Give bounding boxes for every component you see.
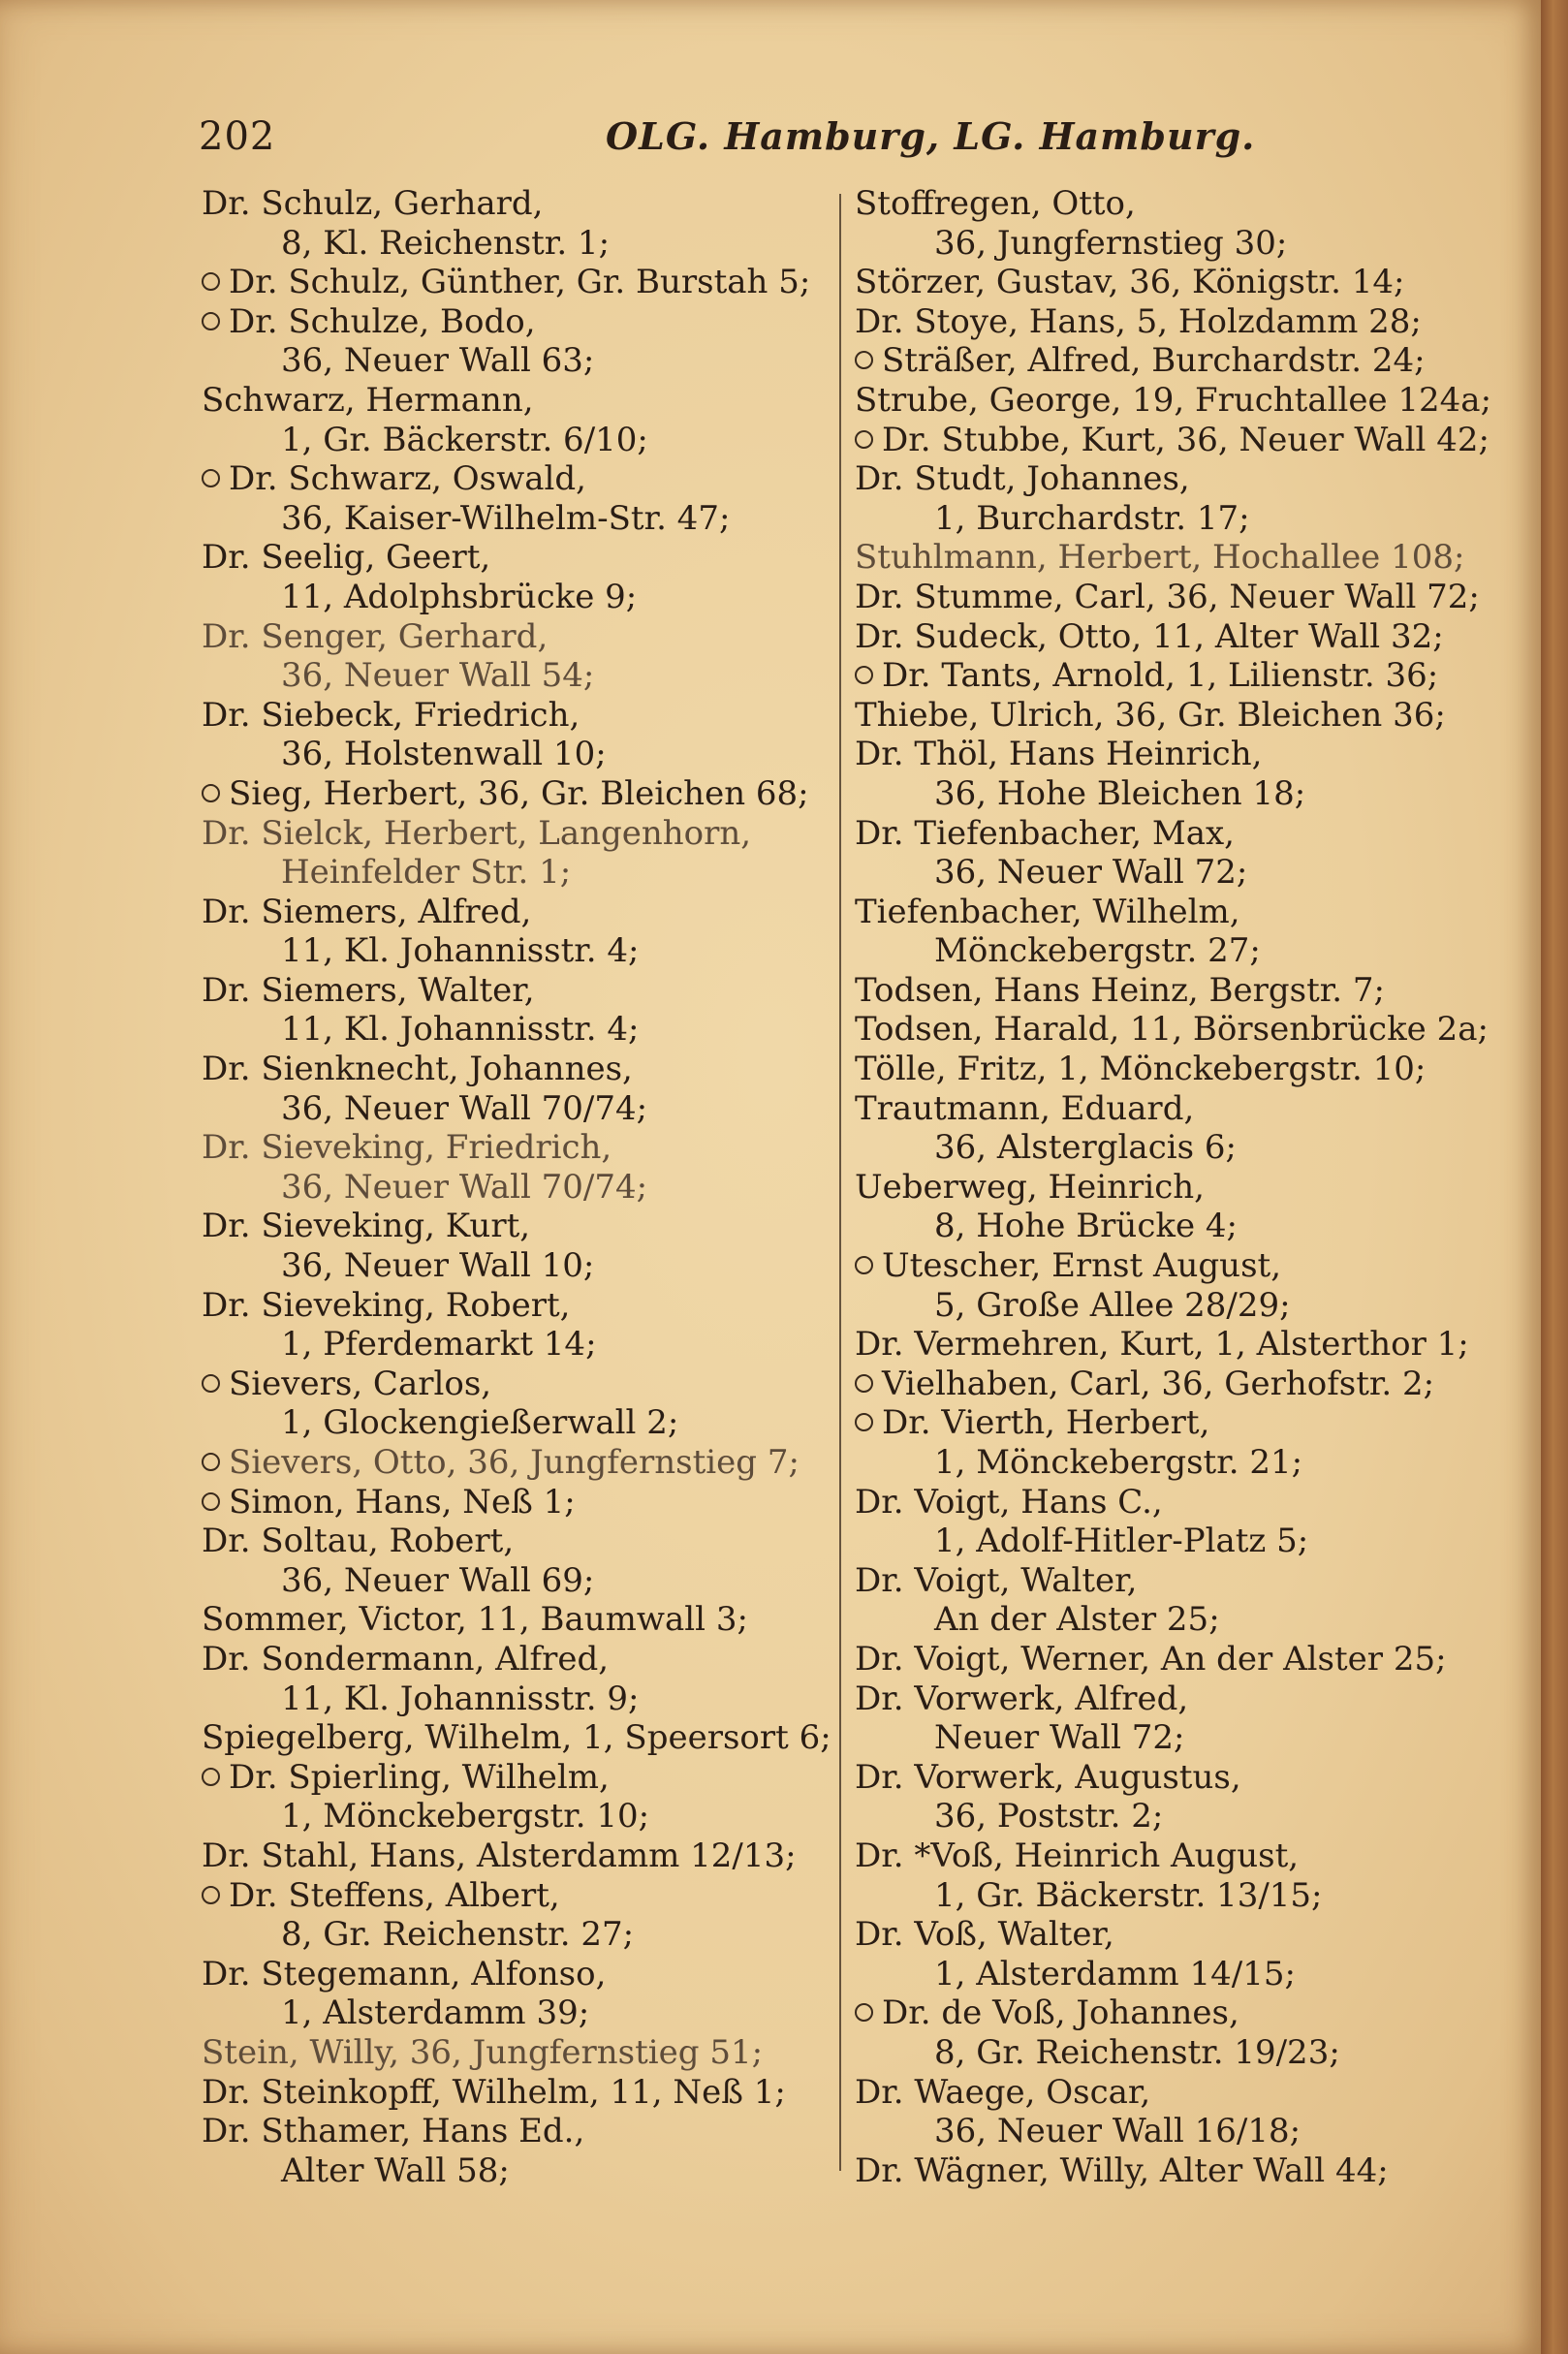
entry-text: 36, Neuer Wall 10;: [281, 1246, 595, 1286]
directory-entry: [202, 1286, 831, 1365]
entry-address-line: [855, 2033, 1485, 2073]
circle-marker-icon: [202, 1492, 220, 1511]
entry-text: Dr. Stumme, Carl, 36, Neuer Wall 72;: [855, 577, 1480, 616]
left-column: [202, 184, 831, 2190]
entry-name-line: [202, 971, 831, 1011]
entry-text: Dr. Stubbe, Kurt, 36, Neuer Wall 42;: [882, 420, 1490, 459]
directory-entry: [202, 696, 831, 774]
entry-text: Dr. Senger, Gerhard,: [202, 616, 549, 656]
entry-text: Utescher, Ernst August,: [882, 1246, 1282, 1286]
entry-text: Dr. Voigt, Werner, An der Alster 25;: [855, 1639, 1447, 1679]
directory-entry: [202, 774, 831, 814]
entry-name-line: [855, 184, 1485, 224]
entry-text: 36, Hohe Bleichen 18;: [934, 773, 1306, 813]
entry-text: 36, Neuer Wall 63;: [281, 341, 595, 381]
entry-text: 36, Alsterglacis 6;: [934, 1128, 1237, 1168]
entry-text: Dr. Steffens, Albert,: [229, 1875, 560, 1915]
entry-address-line: [202, 1993, 831, 2033]
entry-text: Thiebe, Ulrich, 36, Gr. Bleichen 36;: [855, 695, 1446, 735]
entry-name-line: [855, 2073, 1485, 2113]
directory-entry: [202, 1207, 831, 1285]
entry-address-line: [855, 1128, 1485, 1168]
entry-address-line: [202, 1797, 831, 1836]
entry-text: Stein, Willy, 36, Jungfernstieg 51;: [202, 2032, 764, 2072]
entry-address-line: [202, 578, 831, 617]
entry-address-line: [855, 931, 1485, 971]
entry-text: Dr. Vierth, Herbert,: [882, 1403, 1210, 1443]
entry-text: Strube, George, 19, Fruchtallee 124a;: [855, 380, 1492, 420]
entry-text: Dr. Schwarz, Oswald,: [229, 459, 586, 499]
entry-name-line: [202, 814, 831, 854]
directory-entry: [855, 184, 1485, 263]
entry-address-line: [202, 1679, 831, 1719]
directory-entry: [202, 1718, 831, 1758]
directory-entry: [855, 1089, 1485, 1168]
entry-name-line: [202, 1286, 831, 1326]
entry-name-line: [202, 1050, 831, 1089]
page-header: [199, 114, 1478, 173]
entry-text: Dr. Sudeck, Otto, 11, Alter Wall 32;: [855, 616, 1444, 656]
entry-text: Spiegelberg, Wilhelm, 1, Speersort 6;: [202, 1718, 831, 1758]
entry-name-line: [202, 893, 831, 932]
directory-entry: [855, 1010, 1489, 1050]
directory-entry: [855, 302, 1485, 342]
entry-address-line: [202, 1168, 831, 1208]
entry-text: Ueberweg, Heinrich,: [855, 1167, 1205, 1207]
entry-text: Dr. Vorwerk, Alfred,: [855, 1679, 1189, 1718]
entry-text: Dr. Schulze, Bodo,: [229, 301, 536, 341]
entry-name-line: [855, 971, 1485, 1011]
entry-text: 36, Neuer Wall 70/74;: [281, 1088, 648, 1128]
entry-address-line: [855, 1955, 1485, 1994]
circle-marker-icon: [855, 1256, 873, 1274]
entry-text: Dr. Steinkopff, Wilhelm, 11, Neß 1;: [202, 2072, 786, 2112]
directory-entry: [855, 1993, 1485, 2072]
entry-text: 36, Neuer Wall 69;: [281, 1560, 595, 1600]
entry-name-line: [202, 2073, 831, 2113]
directory-entry: [855, 1915, 1485, 1993]
entry-address-line: [202, 656, 831, 696]
entry-text: Dr. Sienknecht, Johannes,: [202, 1050, 633, 1089]
directory-entry: [855, 1246, 1485, 1325]
directory-entry: [855, 617, 1485, 657]
entry-name-line: [202, 1207, 831, 1246]
entry-text: Dr. Siemers, Alfred,: [202, 892, 532, 931]
column-divider: [839, 194, 841, 2171]
entry-address-line: [202, 421, 831, 460]
directory-entry: [202, 1365, 831, 1443]
entry-address-line: [202, 1325, 831, 1365]
directory-entry: [855, 656, 1485, 696]
directory-entry: [855, 1403, 1485, 1482]
directory-entry: [855, 893, 1485, 971]
directory-entry: [202, 184, 831, 263]
entry-text: Dr. Siebeck, Friedrich,: [202, 695, 580, 735]
entry-text: 1, Alsterdamm 39;: [281, 1993, 590, 2033]
directory-entry: [855, 1483, 1485, 1561]
directory-entry: [202, 971, 831, 1050]
circle-marker-icon: [202, 1374, 220, 1393]
entry-text: 1, Gr. Bäckerstr. 13/15;: [934, 1875, 1323, 1915]
entry-text: 36, Neuer Wall 16/18;: [934, 2112, 1301, 2151]
entry-address-line: [202, 499, 831, 539]
directory-entry: [202, 1050, 831, 1128]
entry-text: Dr. Schulz, Günther, Gr. Burstah 5;: [229, 263, 811, 302]
directory-entry: [855, 341, 1485, 381]
entry-text: Sträßer, Alfred, Burchardstr. 24;: [882, 341, 1426, 381]
entry-text: Dr. Schulz, Gerhard,: [202, 184, 544, 223]
entry-address-line: [855, 224, 1485, 264]
entry-text: Dr. *Voß, Heinrich August,: [855, 1836, 1300, 1875]
entry-text: Dr. Tants, Arnold, 1, Lilienstr. 36;: [882, 656, 1439, 696]
entry-name-line: [202, 1640, 831, 1679]
entry-text: Dr. de Voß, Johannes,: [882, 1993, 1239, 2033]
entry-address-line: [202, 1010, 831, 1050]
entry-text: 1, Mönckebergstr. 21;: [934, 1443, 1303, 1482]
entry-address-line: [202, 1246, 831, 1286]
entry-text: Dr. Voigt, Hans C.,: [855, 1482, 1163, 1522]
entry-text: 1, Gr. Bäckerstr. 6/10;: [281, 420, 648, 459]
entry-text: Dr. Vermehren, Kurt, 1, Alsterthor 1;: [855, 1325, 1469, 1365]
entry-text: 8, Hohe Brücke 4;: [934, 1207, 1238, 1246]
entry-address-line: [855, 853, 1485, 893]
entry-address-line: [202, 224, 831, 264]
entry-text: Trautmann, Eduard,: [855, 1088, 1195, 1128]
entry-name-line: [855, 1836, 1485, 1876]
entry-name-line: [202, 381, 831, 421]
directory-entry: [202, 1836, 831, 1876]
entry-text: 36, Jungfernstieg 30;: [934, 223, 1288, 263]
directory-entry: [202, 1443, 831, 1483]
entry-name-line: [855, 893, 1485, 932]
entry-text: Dr. Sielck, Herbert, Langenhorn,: [202, 813, 752, 853]
entry-address-line: [202, 1561, 831, 1601]
entry-name-line: [202, 184, 831, 224]
page-number: 202: [199, 114, 276, 159]
entry-text: Dr. Siemers, Walter,: [202, 970, 535, 1010]
directory-entry: [202, 381, 831, 459]
entry-name-line: [855, 380, 1492, 421]
directory-entry: [855, 2151, 1485, 2191]
directory-entry: [855, 1758, 1485, 1836]
circle-marker-icon: [855, 351, 873, 369]
entry-text: 1, Glockengießerwall 2;: [281, 1403, 679, 1443]
entry-name-line: [855, 814, 1485, 854]
entry-name-line: [202, 302, 831, 342]
entry-text: 36, Neuer Wall 72;: [934, 853, 1248, 893]
directory-entry: [202, 1522, 831, 1600]
entry-address-line: [202, 735, 831, 774]
entry-address-line: [202, 931, 831, 971]
directory-entry: [202, 2033, 831, 2073]
entry-name-line: [202, 617, 831, 657]
entry-name-line: [855, 1365, 1485, 1404]
entry-name-line: [202, 1836, 831, 1876]
entry-address-line: [855, 1876, 1485, 1916]
entry-address-line: [202, 341, 831, 381]
entry-name-line: [202, 774, 831, 814]
entry-name-line: [202, 1758, 831, 1798]
entry-address-line: [855, 2112, 1485, 2151]
directory-entry: [202, 2112, 831, 2190]
entry-text: Sommer, Victor, 11, Baumwall 3;: [202, 1600, 748, 1640]
entry-text: Stuhlmann, Herbert, Hochallee 108;: [855, 538, 1465, 578]
directory-entry: [855, 1050, 1485, 1089]
entry-text: Tiefenbacher, Wilhelm,: [855, 892, 1240, 931]
entry-name-line: [855, 656, 1485, 696]
entry-text: Sievers, Otto, 36, Jungfernstieg 7;: [229, 1443, 800, 1482]
entry-text: Neuer Wall 72;: [934, 1718, 1185, 1758]
circle-marker-icon: [202, 1453, 220, 1471]
entry-text: Dr. Sthamer, Hans Ed.,: [202, 2112, 585, 2151]
entry-text: 36, Poststr. 2;: [934, 1797, 1164, 1836]
entry-text: 1, Pferdemarkt 14;: [281, 1325, 597, 1365]
entry-name-line: [855, 420, 1490, 460]
circle-marker-icon: [202, 272, 220, 291]
entry-text: Dr. Sieveking, Friedrich,: [202, 1128, 612, 1168]
entry-text: Dr. Stahl, Hans, Alsterdamm 12/13;: [202, 1836, 797, 1875]
entry-name-line: [855, 696, 1485, 736]
directory-entry: [202, 1483, 831, 1522]
entry-address-line: [855, 1443, 1485, 1483]
entry-name-line: [855, 1640, 1485, 1679]
entry-text: 11, Kl. Johannisstr. 4;: [281, 1010, 640, 1050]
entry-text: 8, Kl. Reichenstr. 1;: [281, 223, 611, 263]
right-column: [855, 184, 1492, 2190]
entry-name-line: [855, 735, 1485, 774]
entry-name-line: [855, 578, 1485, 617]
entry-name-line: [855, 1679, 1485, 1719]
entry-name-line: [202, 1522, 831, 1561]
entry-text: 11, Kl. Johannisstr. 4;: [281, 931, 640, 971]
entry-name-line: [855, 459, 1485, 499]
entry-address-line: [855, 1286, 1485, 1326]
directory-entry: [855, 1168, 1485, 1246]
directory-entry: [202, 617, 831, 696]
entry-text: 36, Holstenwall 10;: [281, 735, 607, 774]
entry-name-line: [202, 459, 831, 499]
circle-marker-icon: [855, 666, 873, 684]
directory-entry: [202, 1128, 831, 1207]
entry-text: Tölle, Fritz, 1, Mönckebergstr. 10;: [855, 1050, 1427, 1089]
running-title: OLG. Hamburg, LG. Hamburg.: [606, 114, 1256, 158]
entry-text: Dr. Voß, Walter,: [855, 1915, 1114, 1955]
entry-text: 1, Burchardstr. 17;: [934, 498, 1250, 538]
entry-address-line: [855, 1718, 1485, 1758]
entry-text: Vielhaben, Carl, 36, Gerhofstr. 2;: [882, 1364, 1435, 1403]
directory-entry: [855, 459, 1485, 538]
directory-entry: [855, 420, 1490, 460]
circle-marker-icon: [202, 784, 220, 802]
page-edge: [1541, 0, 1568, 2354]
entry-address-line: [202, 1403, 831, 1443]
entry-text: Heinfelder Str. 1;: [281, 853, 572, 893]
directory-entry: [202, 893, 831, 971]
directory-entry: [855, 1679, 1485, 1758]
directory-entry: [855, 1325, 1485, 1365]
entry-name-line: [202, 1718, 831, 1758]
circle-marker-icon: [202, 1886, 220, 1904]
entry-text: Dr. Thöl, Hans Heinrich,: [855, 735, 1263, 774]
entry-text: 1, Alsterdamm 14/15;: [934, 1954, 1296, 1993]
entry-text: 5, Große Allee 28/29;: [934, 1285, 1291, 1325]
entry-name-line: [202, 1443, 831, 1483]
directory-entry: [855, 1836, 1485, 1915]
entry-name-line: [202, 1483, 831, 1522]
entry-name-line: [202, 1600, 831, 1640]
entry-name-line: [202, 538, 831, 578]
entry-address-line: [202, 853, 831, 893]
entry-name-line: [855, 1758, 1485, 1798]
entry-name-line: [855, 263, 1485, 302]
entry-name-line: [855, 1483, 1485, 1522]
entry-name-line: [202, 2033, 831, 2073]
entry-text: Dr. Sieveking, Robert,: [202, 1285, 571, 1325]
entry-address-line: [202, 1915, 831, 1955]
entry-text: 1, Adolf-Hitler-Platz 5;: [934, 1522, 1309, 1561]
entry-name-line: [855, 302, 1485, 342]
entry-name-line: [855, 1010, 1489, 1050]
entry-name-line: [202, 1365, 831, 1404]
entry-text: Dr. Wägner, Willy, Alter Wall 44;: [855, 2150, 1389, 2190]
entry-text: 36, Neuer Wall 70/74;: [281, 1167, 648, 1207]
directory-entry: [202, 538, 831, 616]
entry-address-line: [855, 1600, 1485, 1640]
entry-text: Dr. Spierling, Wilhelm,: [229, 1757, 610, 1797]
directory-entry: [202, 1640, 831, 1718]
entry-name-line: [202, 1876, 831, 1916]
entry-name-line: [855, 1168, 1485, 1208]
directory-entry: [202, 1758, 831, 1836]
entry-name-line: [202, 1128, 831, 1168]
directory-entry: [855, 1640, 1485, 1679]
entry-address-line: [855, 499, 1485, 539]
circle-marker-icon: [202, 469, 220, 487]
directory-entry: [855, 1365, 1485, 1404]
entry-text: Stoffregen, Otto,: [855, 184, 1136, 223]
entry-address-line: [855, 1207, 1485, 1246]
entry-text: Simon, Hans, Neß 1;: [229, 1482, 576, 1522]
entry-name-line: [855, 1089, 1485, 1129]
directory-entry: [855, 1561, 1485, 1640]
entry-name-line: [855, 1561, 1485, 1601]
entry-text: 1, Mönckebergstr. 10;: [281, 1797, 650, 1836]
circle-marker-icon: [855, 430, 873, 449]
circle-marker-icon: [202, 1768, 220, 1786]
directory-entry: [855, 538, 1485, 578]
entry-text: Störzer, Gustav, 36, Königstr. 14;: [855, 263, 1405, 302]
entry-address-line: [855, 774, 1485, 814]
directory-entry: [855, 578, 1485, 617]
entry-name-line: [855, 1325, 1485, 1365]
circle-marker-icon: [855, 1413, 873, 1431]
directory-entry: [202, 302, 831, 381]
entry-name-line: [202, 696, 831, 736]
entry-name-line: [855, 538, 1485, 578]
entry-text: Dr. Voigt, Walter,: [855, 1560, 1138, 1600]
directory-entry: [855, 971, 1485, 1011]
entry-text: Dr. Waege, Oscar,: [855, 2072, 1151, 2112]
entry-text: Dr. Seelig, Geert,: [202, 538, 491, 578]
directory-entry: [855, 380, 1492, 421]
entry-text: Dr. Tiefenbacher, Max,: [855, 813, 1235, 853]
directory-entry: [202, 263, 831, 302]
entry-name-line: [202, 2112, 831, 2151]
entry-text: Schwarz, Hermann,: [202, 380, 534, 420]
entry-text: 8, Gr. Reichenstr. 27;: [281, 1915, 635, 1955]
entry-text: Todsen, Harald, 11, Börsenbrücke 2a;: [855, 1010, 1489, 1050]
entry-address-line: [855, 1797, 1485, 1836]
entry-text: Alter Wall 58;: [281, 2150, 510, 2190]
circle-marker-icon: [855, 2003, 873, 2022]
entry-name-line: [855, 2151, 1485, 2191]
entry-text: 36, Neuer Wall 54;: [281, 656, 595, 696]
directory-entry: [202, 1876, 831, 1955]
entry-text: 11, Kl. Johannisstr. 9;: [281, 1679, 640, 1718]
directory-entry: [202, 1600, 831, 1640]
entry-address-line: [202, 1089, 831, 1129]
entry-name-line: [855, 1050, 1485, 1089]
entry-text: Todsen, Hans Heinz, Bergstr. 7;: [855, 970, 1385, 1010]
entry-text: Dr. Sieveking, Kurt,: [202, 1207, 531, 1246]
entry-text: Sieg, Herbert, 36, Gr. Bleichen 68;: [229, 773, 809, 813]
entry-text: Dr. Stoye, Hans, 5, Holzdamm 28;: [855, 301, 1422, 341]
circle-marker-icon: [855, 1374, 873, 1393]
entry-address-line: [202, 2151, 831, 2191]
directory-entry: [855, 263, 1485, 302]
directory-entry: [202, 2073, 831, 2113]
entry-name-line: [855, 617, 1485, 657]
directory-entry: [855, 696, 1485, 736]
circle-marker-icon: [202, 312, 220, 330]
entry-text: Mönckebergstr. 27;: [934, 931, 1261, 971]
entry-name-line: [855, 1915, 1485, 1955]
entry-text: Dr. Soltau, Robert,: [202, 1522, 515, 1561]
entry-text: Sievers, Carlos,: [229, 1364, 492, 1403]
directory-entry: [855, 814, 1485, 893]
entry-name-line: [855, 341, 1485, 381]
entry-name-line: [202, 263, 831, 302]
entry-text: Dr. Vorwerk, Augustus,: [855, 1757, 1241, 1797]
entry-text: 11, Adolphsbrücke 9;: [281, 577, 638, 616]
entry-address-line: [855, 1522, 1485, 1561]
entry-name-line: [855, 1246, 1485, 1286]
directory-entry: [202, 1955, 831, 2033]
entry-text: Dr. Studt, Johannes,: [855, 459, 1190, 499]
entry-text: Dr. Stegemann, Alfonso,: [202, 1954, 607, 1993]
directory-entry: [855, 2073, 1485, 2151]
entry-name-line: [202, 1955, 831, 1994]
entry-text: Dr. Sondermann, Alfred,: [202, 1639, 610, 1679]
entry-text: An der Alster 25;: [934, 1600, 1220, 1640]
directory-entry: [202, 459, 831, 538]
directory-entry: [855, 735, 1485, 813]
entry-name-line: [855, 1403, 1485, 1443]
entry-name-line: [855, 1993, 1485, 2033]
directory-entry: [202, 814, 831, 893]
entry-text: 8, Gr. Reichenstr. 19/23;: [934, 2032, 1340, 2072]
entry-text: 36, Kaiser-Wilhelm-Str. 47;: [281, 498, 731, 538]
